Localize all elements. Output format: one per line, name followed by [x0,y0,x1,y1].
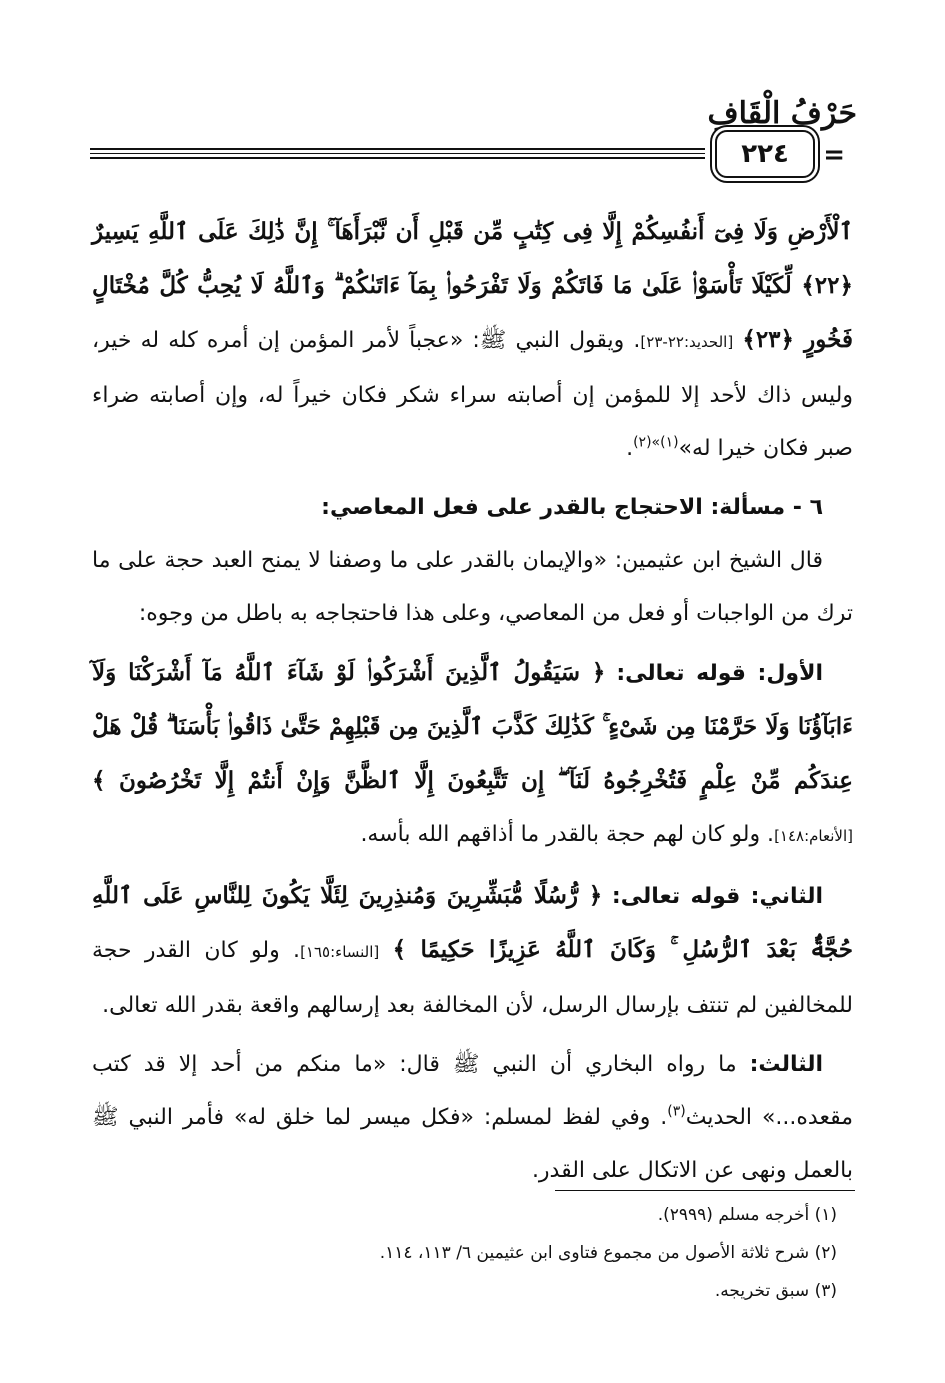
footnote-item: (٣) سبق تخريجه. [714,1281,837,1301]
section-heading: ٦ - مسألة: الاحتجاج بالقدر على فعل المعاصي: [321,495,823,520]
third-lead: الثالث: [749,1052,823,1077]
first-lead: الأول: قوله تعالى: [616,661,824,686]
verse-citation: [الأنعام:١٤٨] [774,827,853,845]
quran-verse: ٱلْأَرْضِ وَلَا فِىٓ أَنفُسِكُمْ إِلَّا فِى كِتَٰبٍ مِّن قَبْلِ أَن نَّبْرَأَهَآ ۚ إِنَّ ذَٰلِكَ عَلَى ٱللَّهِ يَسِيرٌ ﴿٢٢﴾ لِّكَيْلَا تَأْسَوْا۟ عَلَىٰ مَا فَاتَكُمْ وَلَا تَفْرَحُوا۟ بِمَآ ءَاتَىٰكُمْ ۗ وَٱللَّهُ لَا يُحِبُّ كُلَّ مُخْتَالٍ فَخُورٍ ﴿٢٣﴾ [92,218,853,353]
verse-paragraph [92,205,853,475]
footnote-separator [555,1190,855,1191]
hadith-text: . ويقول النبي ﷺ: «عجباً لأمر المؤمن إن أمره كله له خير، وليس ذاك لأحد إلا للمؤمن إن أصابته سراء شكر فكان خيراً له، وإن أصابته ضراء صبر فكان خيرا له» [92,328,853,461]
footnote-item: (١) أخرجه مسلم (٢٩٩٩). [657,1205,837,1225]
main-text [92,205,853,1197]
third-tail: . وفي لفظ لمسلم: «فكل ميسر لما خلق له» فأمر النبي ﷺ بالعمل ونهى عن الاتكال على القدر. [92,1105,853,1183]
verse-citation: [الحديد:٢٢-٢٣] [640,333,734,351]
first-point [92,646,853,863]
running-title: حَرْفُ الْقَافِ [707,96,857,131]
footnotes [92,1196,837,1310]
third-point [92,1038,853,1197]
page-number: ٢٢٤ [715,130,815,178]
quran-verse: ﴿ سَيَقُولُ ٱلَّذِينَ أَشْرَكُوا۟ لَوْ شَآءَ ٱللَّهُ مَآ أَشْرَكْنَا وَلَآ ءَابَآؤُنَا وَلَا حَرَّمْنَا مِن شَىْءٍ ۚ كَذَٰلِكَ كَذَّبَ ٱلَّذِينَ مِن قَبْلِهِمْ حَتَّىٰ ذَاقُوا۟ بَأْسَنَا ۗ قُلْ هَلْ عِندَكُم مِّنْ عِلْمٍ فَتُخْرِجُوهُ لَنَآ ۖ إِن تَتَّبِعُونَ إِلَّا ٱلظَّنَّ وَإِنْ أَنتُمْ إِلَّا تَخْرُصُونَ ﴾ [92,659,853,794]
quote-paragraph: قال الشيخ ابن عثيمين: «والإيمان بالقدر على ما وصفنا لا يمنح العبد حجة على ما ترك من الواجبات أو فعل من المعاصي، وعلى هذا فاحتجاجه به باطل من وجوه: [92,548,853,626]
second-point [92,869,853,1032]
second-tail: . ولو كان القدر حجة للمخالفين لم تنتف بإرسال الرسل، لأن المخالفة بعد إرسالهم واقعة بقدر الله تعالى. [92,938,853,1018]
second-lead: الثاني: قوله تعالى: [611,884,824,909]
header-rule [90,148,705,159]
third-text: ما رواه البخاري أن النبي ﷺ قال: «ما منكم من أحد إلا قد كتب مقعده...» الحديث [92,1052,853,1130]
period: . [626,436,634,461]
verse-citation: [النساء:١٦٥] [300,943,380,961]
footnote-item: (٢) شرح ثلاثة الأصول من مجموع فتاوى ابن عثيمين ٦/ ١١٣، ١١٤. [379,1243,837,1263]
footnote-ref: (١)»(٢) [633,434,679,451]
quran-verse: ﴿ رُّسُلًا مُّبَشِّرِينَ وَمُنذِرِينَ لِئَلَّا يَكُونَ لِلنَّاسِ عَلَى ٱللَّهِ حُجَّةٌۢ بَعْدَ ٱلرُّسُلِ ۚ وَكَانَ ٱللَّهُ عَزِيزًا حَكِيمًا ﴾ [92,882,854,963]
first-tail: . ولو كان لهم حجة بالقدر ما أذاقهم الله بأسه. [360,822,775,847]
page-number-dash: = [823,140,845,170]
footnote-ref: (٣) [667,1103,686,1120]
